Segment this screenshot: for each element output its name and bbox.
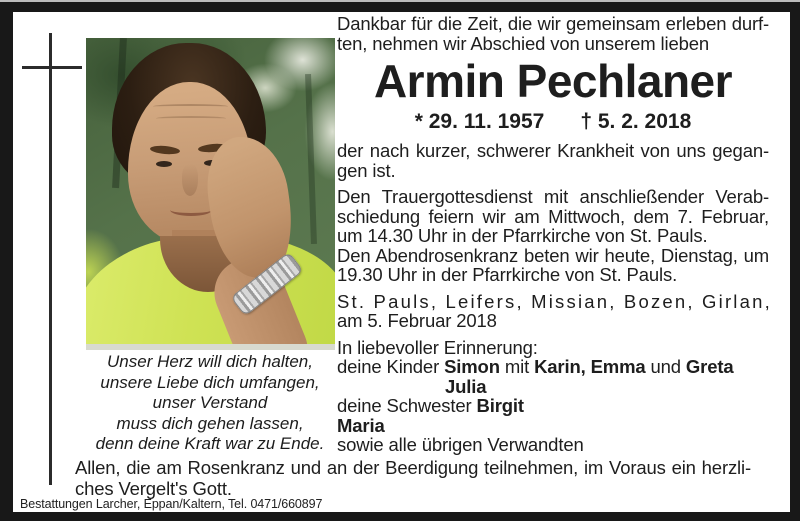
verse-line: denn deine Kraft war zu Ende. [95, 434, 325, 453]
forehead-wrinkle-shape [156, 116, 226, 121]
children-text: mit [499, 356, 535, 377]
memorial-cross-icon [49, 33, 52, 485]
deceased-name: Armin Pechlaner [373, 55, 733, 107]
intro-line: Dankbar für die Zeit, die wir gemeinsam erleben durf- [337, 13, 769, 34]
memorial-verse [72, 352, 348, 455]
service-line: um 14.30 Uhr in der Pfarrkirche von St. Pauls. [337, 225, 708, 246]
service-line: 19.30 Uhr in der Pfarrkirche von St. Pauls. [337, 264, 678, 285]
children-line [337, 357, 769, 377]
verse-line: Unser Herz will dich halten, [107, 352, 313, 371]
smile-shape [170, 204, 212, 216]
sister-name: Birgit [476, 395, 524, 416]
service-paragraph [337, 187, 769, 285]
relatives-line: sowie alle übrigen Verwandten [337, 434, 584, 455]
eyebrow-shape [150, 145, 181, 156]
passing-line: der nach kurzer, schwerer Krankheit von uns gegan- [337, 140, 769, 161]
sister-text: deine Schwester [337, 395, 477, 416]
remembrance-heading: In liebevoller Erinnerung: [337, 336, 538, 358]
passing-line: gen ist. [337, 159, 396, 181]
passing-paragraph [337, 141, 769, 180]
service-line: Den Trauergottesdienst mit anschließender Verab- [337, 186, 769, 207]
child-name-julia: Julia [445, 375, 487, 397]
service-line: schiedung feiern wir am Mittwoch, dem 7. Februar, [337, 205, 769, 227]
children-text: und [645, 356, 686, 377]
tree-trunk-shape [305, 74, 317, 244]
service-line: Den Abendrosenkranz beten wir heute, Dienstag, um [337, 244, 769, 266]
closing-line: Allen, die am Rosenkranz und an der Beerdigung teilnehmen, im Voraus ein herzli- [75, 457, 751, 478]
verse-line: muss dich gehen lassen, [116, 413, 304, 433]
closing-line: ches Vergelt's Gott. [75, 478, 232, 499]
funeral-home-info: Bestattungen Larcher, Eppan/Kaltern, Tel. 0471/660897 [20, 497, 323, 511]
forehead-wrinkle-shape [153, 104, 228, 109]
child-name: Karin, Emma [534, 356, 646, 377]
photo-bottom-edge [86, 344, 335, 350]
children-text: deine Kinder [337, 356, 445, 377]
notice-card [13, 12, 790, 512]
life-dates [337, 110, 769, 134]
places-line: St. Pauls, Leifers, Missian, Bozen, Girlan, [337, 290, 772, 312]
notice-text-column [337, 13, 772, 455]
family-paragraph [337, 338, 769, 455]
verse-line: unser Verstand [152, 393, 268, 412]
child-name: Simon [444, 356, 500, 377]
maria-line: Maria [337, 414, 385, 436]
closing-paragraph [75, 457, 751, 499]
eye-shape [156, 161, 172, 167]
child-name: Greta [685, 356, 734, 377]
date-line: am 5. Februar 2018 [337, 310, 497, 331]
intro-line: ten, nehmen wir Abschied von unserem lieben [337, 32, 709, 54]
sister-line [337, 396, 769, 416]
nose-shape [182, 164, 198, 196]
portrait-photo [86, 38, 335, 350]
birth-date: * 29. 11. 1957 [414, 110, 545, 133]
places-paragraph [337, 290, 772, 331]
memorial-cross-icon [22, 66, 82, 69]
death-date: † 5. 2. 2018 [580, 110, 692, 133]
verse-line: unsere Liebe dich umfangen, [100, 372, 320, 392]
